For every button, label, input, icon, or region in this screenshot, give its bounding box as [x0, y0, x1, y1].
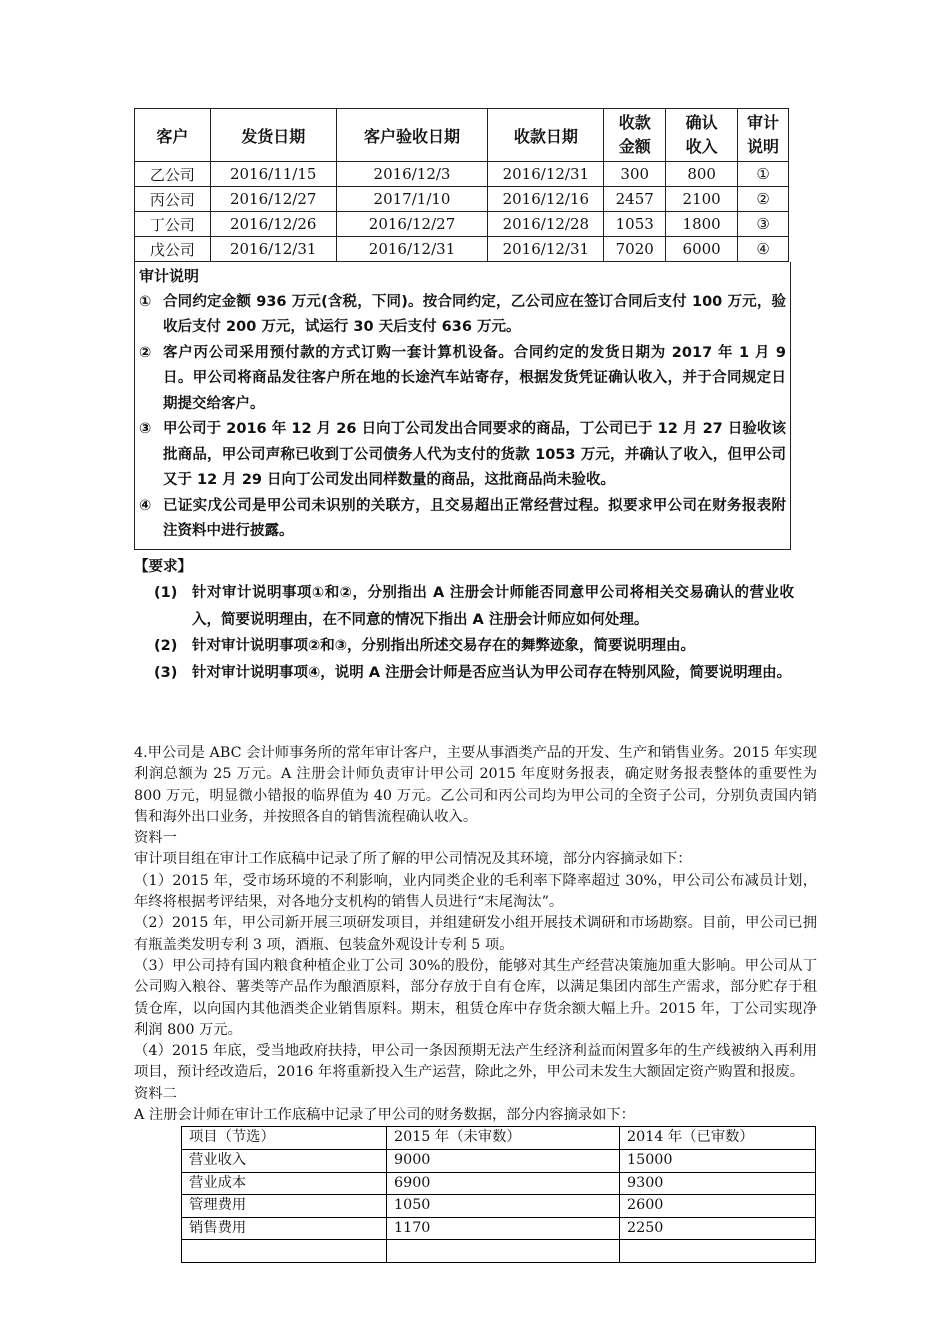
table-cell: 1170 [387, 1217, 620, 1240]
table-cell: 2016/12/27 [336, 212, 488, 237]
note-number: ② [139, 344, 152, 361]
table-cell: 2016/12/26 [210, 212, 336, 237]
table-cell: 丁公司 [135, 212, 211, 237]
table-cell: 800 [666, 162, 738, 187]
table-cell: 2457 [604, 187, 666, 212]
requirement-item [154, 660, 794, 687]
header-cell: 2015 年（未审数） [387, 1127, 620, 1150]
table-cell: 2016/12/3 [336, 162, 488, 187]
audit-notes-box [134, 262, 791, 550]
table-cell: 9000 [387, 1149, 620, 1172]
requirements-section [134, 554, 794, 687]
material-1-item: （4）2015 年底，受当地政府扶持，甲公司一条因预期无法产生经济利益而闲置多年的生产线被纳入再利用项目，预计经改造后，2016 年将重新投入生产运营，除此之外，甲公司未发生大额固定资产购置和报废。 [134, 1043, 817, 1081]
audit-notes-title: 审计说明 [139, 267, 200, 285]
header-cell: 客户 [135, 109, 211, 162]
table-cell: 营业成本 [182, 1172, 387, 1195]
requirement-number: (2) [154, 638, 178, 654]
table-cell: 2016/12/27 [210, 187, 336, 212]
table-cell: 2016/11/15 [210, 162, 336, 187]
question-intro: 4.甲公司是 ABC 会计师事务所的常年审计客户，主要从事酒类产品的开发、生产和销售业务。2015 年实现利润总额为 25 万元。A 注册会计师负责审计甲公司 2015 年度财务报表，确定财务报表整体的重要性为 800 万元，明显微小错报的临界值为 40 万元。乙公司和丙公司均为甲公司的全资子公司，分别负责国内销售和海外出口业务，并按照各自的销售流程确认收入。 [134, 745, 817, 825]
table-header-row [182, 1127, 816, 1150]
table-cell: 9300 [620, 1172, 816, 1195]
table-cell: 2600 [620, 1195, 816, 1218]
table-cell: 2016/12/31 [488, 162, 604, 187]
header-cell: 收款日期 [488, 109, 604, 162]
material-1-item: （1）2015 年，受市场环境的不利影响，业内同类企业的毛利率下降率超过 30%，甲公司公布减员计划，年终将根据考评结果，对各地分支机构的销售人员进行“末尾淘汰”。 [134, 872, 817, 911]
table-cell [182, 1240, 387, 1263]
table-cell: 2017/1/10 [336, 187, 488, 212]
table-row [182, 1217, 816, 1240]
table-row [182, 1172, 816, 1195]
requirement-number: (3) [154, 664, 178, 681]
table-cell: 戊公司 [135, 237, 211, 262]
question-4-section [134, 743, 817, 1263]
table-cell: 乙公司 [135, 162, 211, 187]
material-2-title: 资料二 [134, 1085, 177, 1102]
table-cell: 6900 [387, 1172, 620, 1195]
header-cell: 客户验收日期 [336, 109, 488, 162]
table-row [182, 1195, 816, 1218]
material-1-intro: 审计项目组在审计工作底稿中记录了所了解的甲公司情况及其环境，部分内容摘录如下： [134, 851, 692, 868]
material-1-item: （3）甲公司持有国内粮食种植企业丁公司 30%的股份，能够对其生产经营决策施加重大影响。甲公司从丁公司购入粮谷、薯类等产品作为酿酒原料，部分存放于自有仓库，以满足集团内部生产需求，部分贮存于租赁仓库，以向国内其他酒类企业销售原料。期末，租赁仓库中存货余额大幅上升。2015 年，丁公司实现净利润 800 万元。 [134, 957, 817, 1038]
financial-data-table [181, 1126, 816, 1263]
requirement-item [154, 633, 794, 660]
requirement-number: (1) [154, 585, 178, 601]
table-cell: ④ [738, 237, 789, 262]
table-cell: 15000 [620, 1149, 816, 1172]
requirement-text: 针对审计说明事项①和②，分别指出 A 注册会计师能否同意甲公司将相关交易确认的营业收入，简要说明理由，在不同意的情况下指出 A 注册会计师应如何处理。 [192, 585, 794, 628]
note-text: 甲公司于 2016 年 12 月 26 日向丁公司发出合同要求的商品，丁公司已于 12 月 27 日验收该批商品，甲公司声称已收到丁公司债务人代为支付的货款 1053 万元，并确认了收入，但甲公司又于 12 月 29 日向丁公司发出同样数量的商品，这批商品尚未验收。 [163, 421, 786, 488]
audit-note [139, 417, 790, 494]
audit-note [139, 341, 790, 418]
header-cell: 2014 年（已审数） [620, 1127, 816, 1150]
table-cell: 6000 [666, 237, 738, 262]
table-cell: 2016/12/28 [488, 212, 604, 237]
table-row [135, 212, 789, 237]
header-cell: 收款 金额 [604, 109, 666, 162]
requirement-item [154, 580, 794, 633]
table-row [182, 1240, 816, 1263]
requirements-title: 【要求】 [134, 558, 192, 575]
table-cell: ② [738, 187, 789, 212]
table-cell: 销售费用 [182, 1217, 387, 1240]
table-header-row [135, 109, 789, 162]
material-1-title: 资料一 [134, 830, 177, 847]
table-cell: 1050 [387, 1195, 620, 1218]
header-cell: 确认 收入 [666, 109, 738, 162]
table-cell: 2250 [620, 1217, 816, 1240]
audit-note [139, 494, 790, 545]
table-cell: 管理费用 [182, 1195, 387, 1218]
material-1-item: （2）2015 年，甲公司新开展三项研发项目，并组建研发小组开展技术调研和市场勘察。目前，甲公司已拥有瓶盖类发明专利 3 项，酒瓶、包装盒外观设计专利 5 项。 [134, 915, 817, 953]
table-cell: 丙公司 [135, 187, 211, 212]
header-cell: 审计 说明 [738, 109, 789, 162]
table-row [135, 187, 789, 212]
table-cell: ③ [738, 212, 789, 237]
table-cell [620, 1240, 816, 1263]
customer-revenue-table [134, 108, 789, 262]
table-row [182, 1149, 816, 1172]
table-cell: 1053 [604, 212, 666, 237]
scanned-question-section [134, 108, 794, 728]
table-cell: 2016/12/31 [336, 237, 488, 262]
header-cell: 发货日期 [210, 109, 336, 162]
note-number: ③ [139, 421, 152, 437]
note-number: ④ [139, 497, 152, 514]
material-2-intro: A 注册会计师在审计工作底稿中记录了甲公司的财务数据，部分内容摘录如下： [134, 1107, 635, 1124]
table-cell: 7020 [604, 237, 666, 262]
header-cell: 项目（节选） [182, 1127, 387, 1150]
audit-note [139, 290, 790, 341]
note-text: 已证实戊公司是甲公司未识别的关联方，且交易超出正常经营过程。拟要求甲公司在财务报表附注资料中进行披露。 [163, 497, 786, 539]
table-row [135, 237, 789, 262]
table-row [135, 162, 789, 187]
table-cell: 营业收入 [182, 1149, 387, 1172]
table-cell: 2100 [666, 187, 738, 212]
note-text: 合同约定金额 936 万元(含税，下同)。按合同约定，乙公司应在签订合同后支付 100 万元，验收后支付 200 万元，试运行 30 天后支付 636 万元。 [163, 293, 786, 335]
requirement-text: 针对审计说明事项④，说明 A 注册会计师是否应当认为甲公司存在特别风险，简要说明理由。 [192, 664, 792, 681]
table-cell: ① [738, 162, 789, 187]
requirement-text: 针对审计说明事项②和③，分别指出所述交易存在的舞弊迹象，简要说明理由。 [192, 638, 696, 654]
table-cell: 300 [604, 162, 666, 187]
table-cell: 2016/12/16 [488, 187, 604, 212]
note-text: 客户丙公司采用预付款的方式订购一套计算机设备。合同约定的发货日期为 2017 年 1 月 9 日。甲公司将商品发往客户所在地的长途汽车站寄存，根据发货凭证确认收入，并于合同规定日期提交给客户。 [163, 344, 786, 412]
table-cell: 2016/12/31 [210, 237, 336, 262]
table-cell: 1800 [666, 212, 738, 237]
table-cell [387, 1240, 620, 1263]
table-cell: 2016/12/31 [488, 237, 604, 262]
note-number: ① [139, 293, 152, 310]
